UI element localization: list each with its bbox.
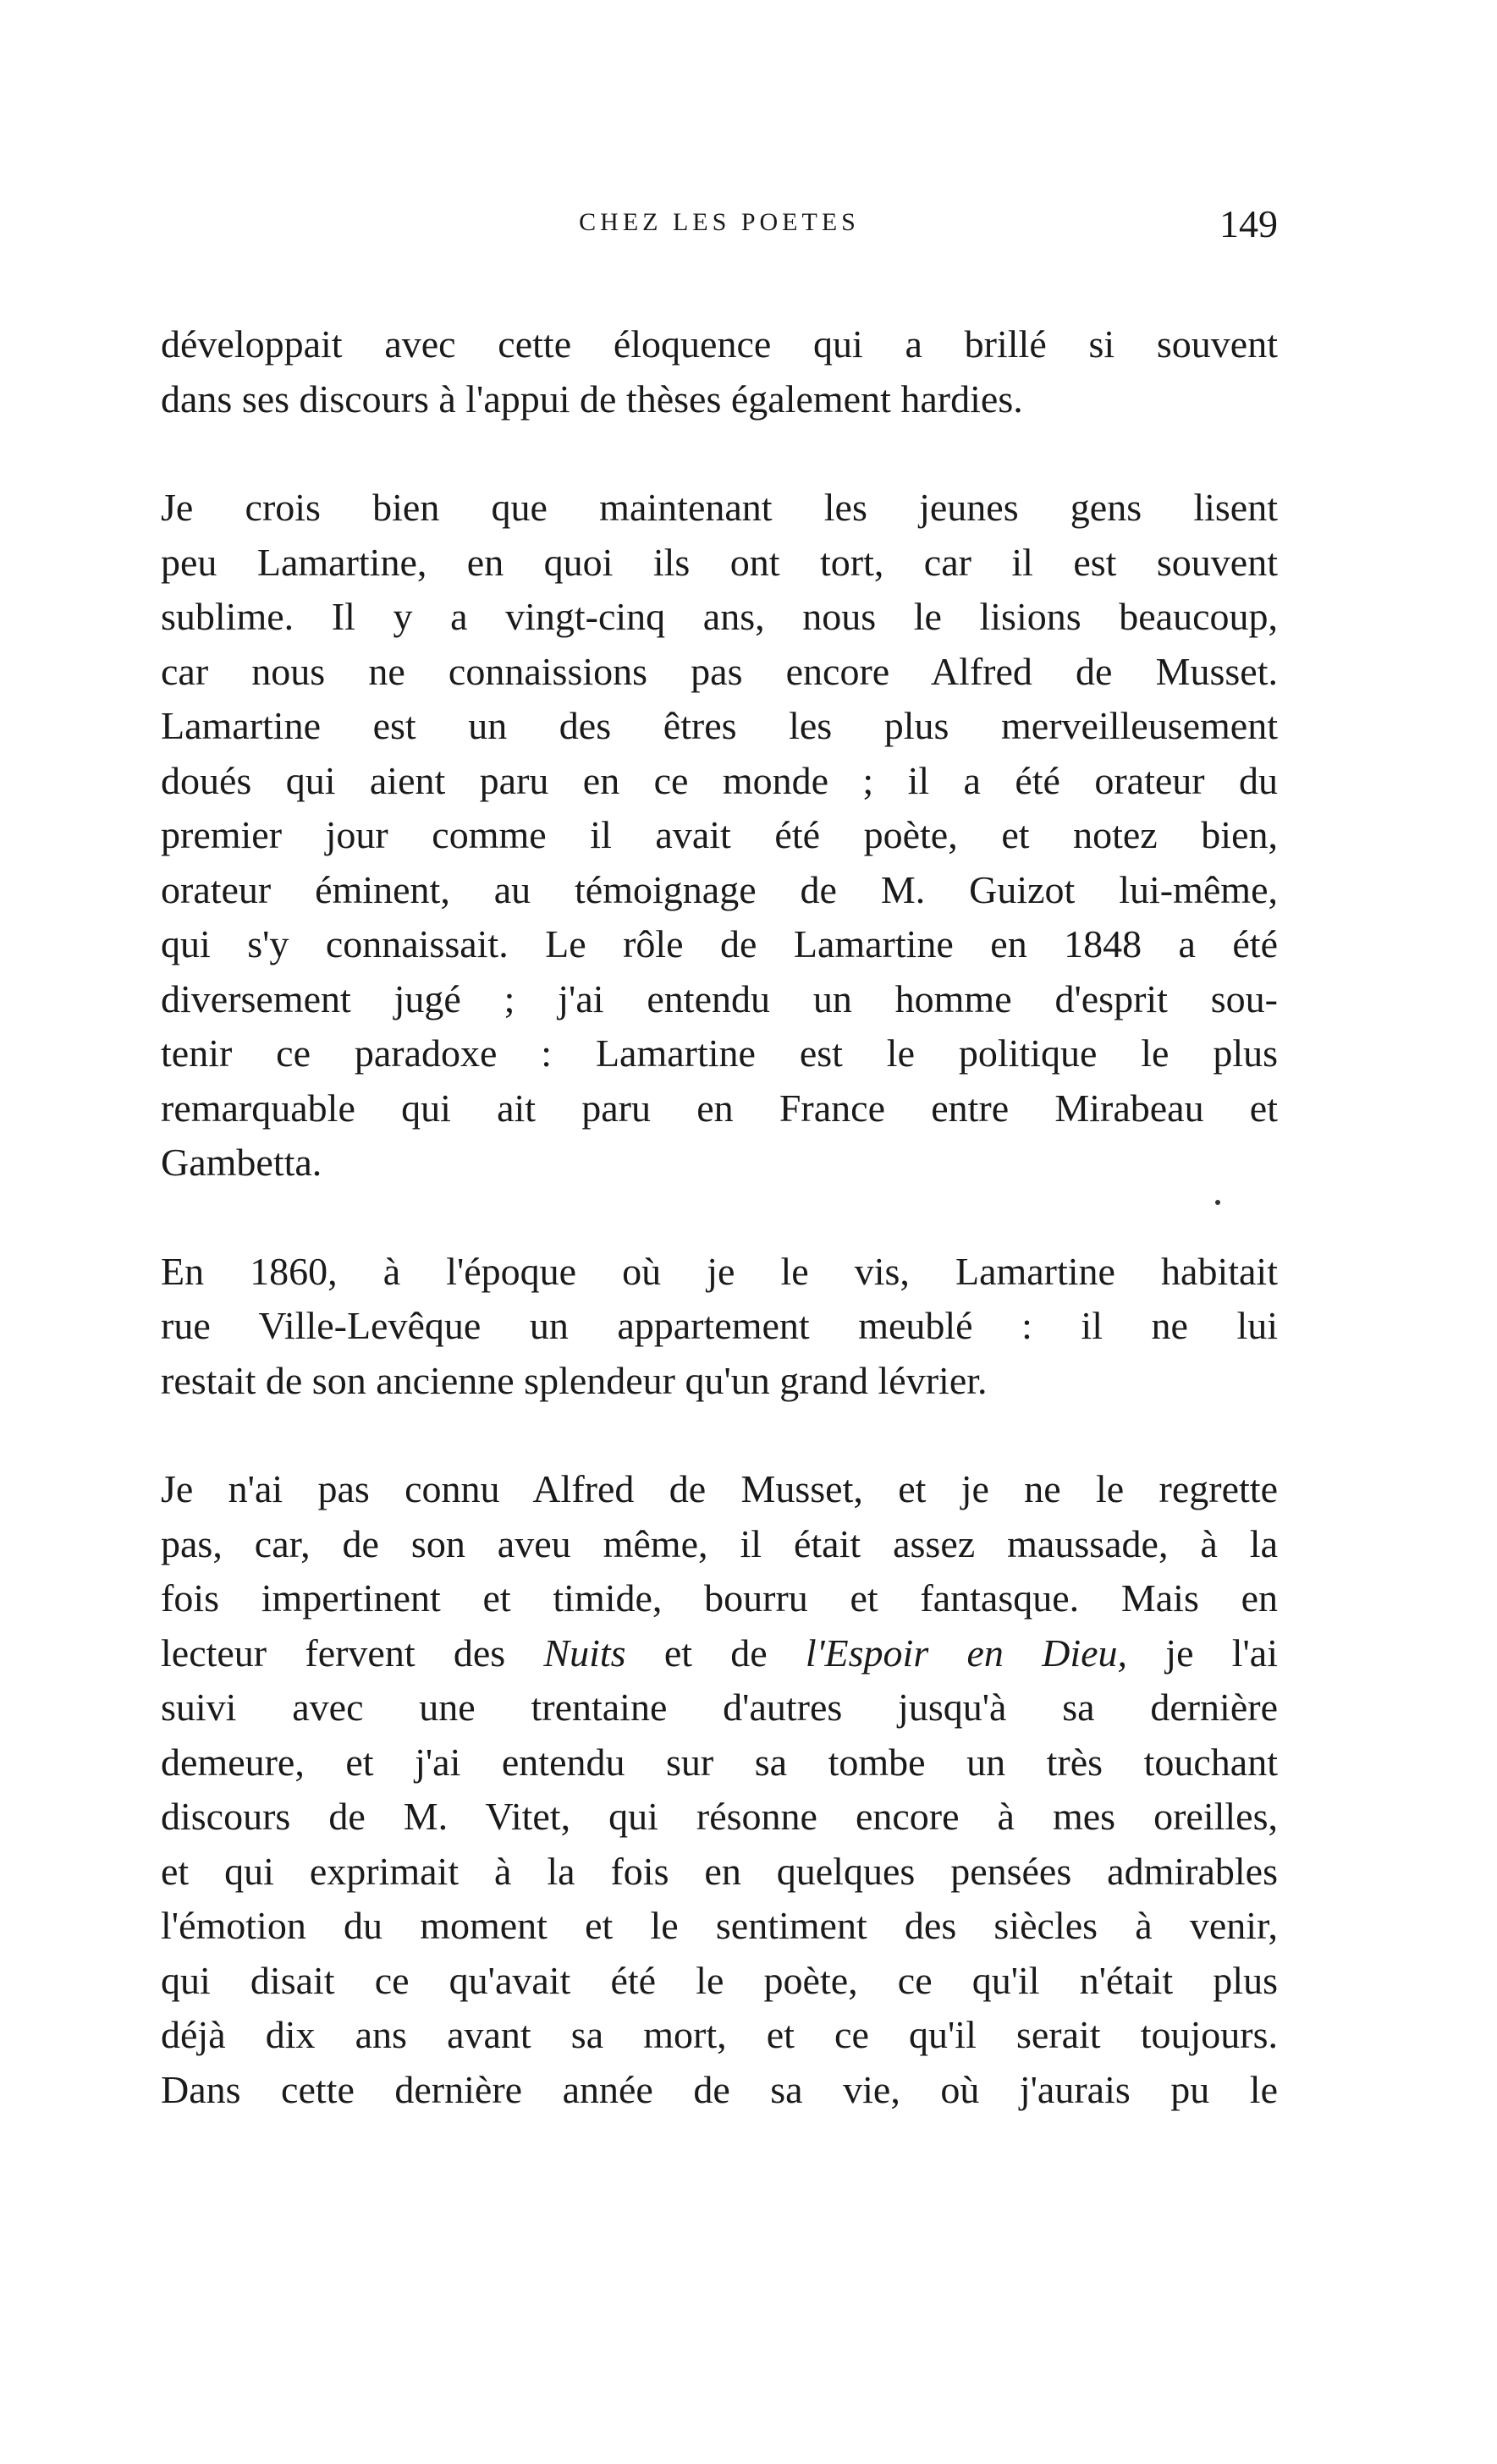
text-line: premier jour comme il avait été poète, et notez bien, — [161, 813, 1278, 856]
text-line: Je crois bien que maintenant les jeunes gens lisent — [161, 486, 1278, 529]
page-number: 149 — [1219, 202, 1278, 245]
text-line: Lamartine est un des êtres les plus merveilleusement — [161, 704, 1278, 747]
text-line: suivi avec une trentaine d'autres jusqu'à sa dernière — [161, 1686, 1278, 1729]
text-line: En 1860, à l'époque où je le vis, Lamartine habitait — [161, 1249, 1278, 1293]
text-line: l'émotion du moment et le sentiment des siècles à venir, — [161, 1904, 1278, 1947]
text-line: développait avec cette éloquence qui a brillé si souvent — [161, 322, 1278, 366]
text-line: remarquable qui ait paru en France entre Mirabeau et — [161, 1086, 1278, 1130]
text-line: Dans cette dernière année de sa vie, où j'aurais pu le — [161, 2067, 1278, 2111]
running-title: CHEZ LES POETES — [579, 208, 860, 236]
text-line: peu Lamartine, en quoi ils ont tort, car il est souvent — [161, 540, 1278, 584]
text-fragment: et de — [625, 1631, 806, 1675]
text-line: discours de M. Vitet, qui résonne encore à mes oreilles, — [161, 1795, 1278, 1838]
body-text — [161, 317, 1278, 2117]
text-fragment: je l'ai — [1127, 1631, 1278, 1675]
text-line: sublime. Il y a vingt-cinq ans, nous le lisions beaucoup, — [161, 595, 1278, 638]
text-line: pas, car, de son aveu même, il était assez maussade, à la — [161, 1521, 1278, 1565]
text-line: orateur éminent, au témoignage de M. Guizot lui-même, — [161, 867, 1278, 911]
text-line: dans ses discours à l'appui de thèses également hardies. — [161, 377, 1023, 421]
text-line: déjà dix ans avant sa mort, et ce qu'il serait toujours. — [161, 2013, 1278, 2056]
text-line: rue Ville-Levêque un appartement meublé : il ne lui — [161, 1304, 1278, 1347]
paragraph-3 — [161, 1245, 1278, 1409]
text-fragment: lecteur fervent des — [161, 1631, 544, 1675]
text-line: demeure, et j'ai entendu sur sa tombe un très touchant — [161, 1740, 1278, 1784]
work-title-nuits: Nuits — [543, 1631, 626, 1675]
text-line: diversement jugé ; j'ai entendu un homme d'esprit sou- — [161, 976, 1278, 1020]
text-line: tenir ce paradoxe : Lamartine est le politique le plus — [161, 1031, 1278, 1075]
text-line: qui s'y connaissait. Le rôle de Lamartine en 1848 a été — [161, 922, 1278, 965]
text-line: restait de son ancienne splendeur qu'un grand lévrier. — [161, 1358, 988, 1402]
text-line: doués qui aient paru en ce monde ; il a été orateur du — [161, 758, 1278, 802]
text-line-with-titles — [161, 1626, 1278, 1681]
paragraph-1 — [161, 317, 1278, 426]
text-line: car nous ne connaissions pas encore Alfred de Musset. — [161, 649, 1278, 693]
text-line: et qui exprimait à la fois en quelques pensées admirables — [161, 1849, 1278, 1893]
running-head — [161, 201, 1278, 252]
ink-speck — [1215, 1200, 1220, 1205]
work-title-espoir-en-dieu: l'Espoir en Dieu, — [805, 1631, 1128, 1675]
paragraph-2 — [161, 481, 1278, 1191]
text-line: qui disait ce qu'avait été le poète, ce qu'il n'était plus — [161, 1958, 1278, 2002]
text-line: Gambetta. — [161, 1141, 322, 1184]
text-line: Je n'ai pas connu Alfred de Musset, et je ne le regrette — [161, 1467, 1278, 1510]
text-line: fois impertinent et timide, bourru et fantasque. Mais en — [161, 1576, 1278, 1620]
paragraph-4 — [161, 1462, 1278, 2117]
